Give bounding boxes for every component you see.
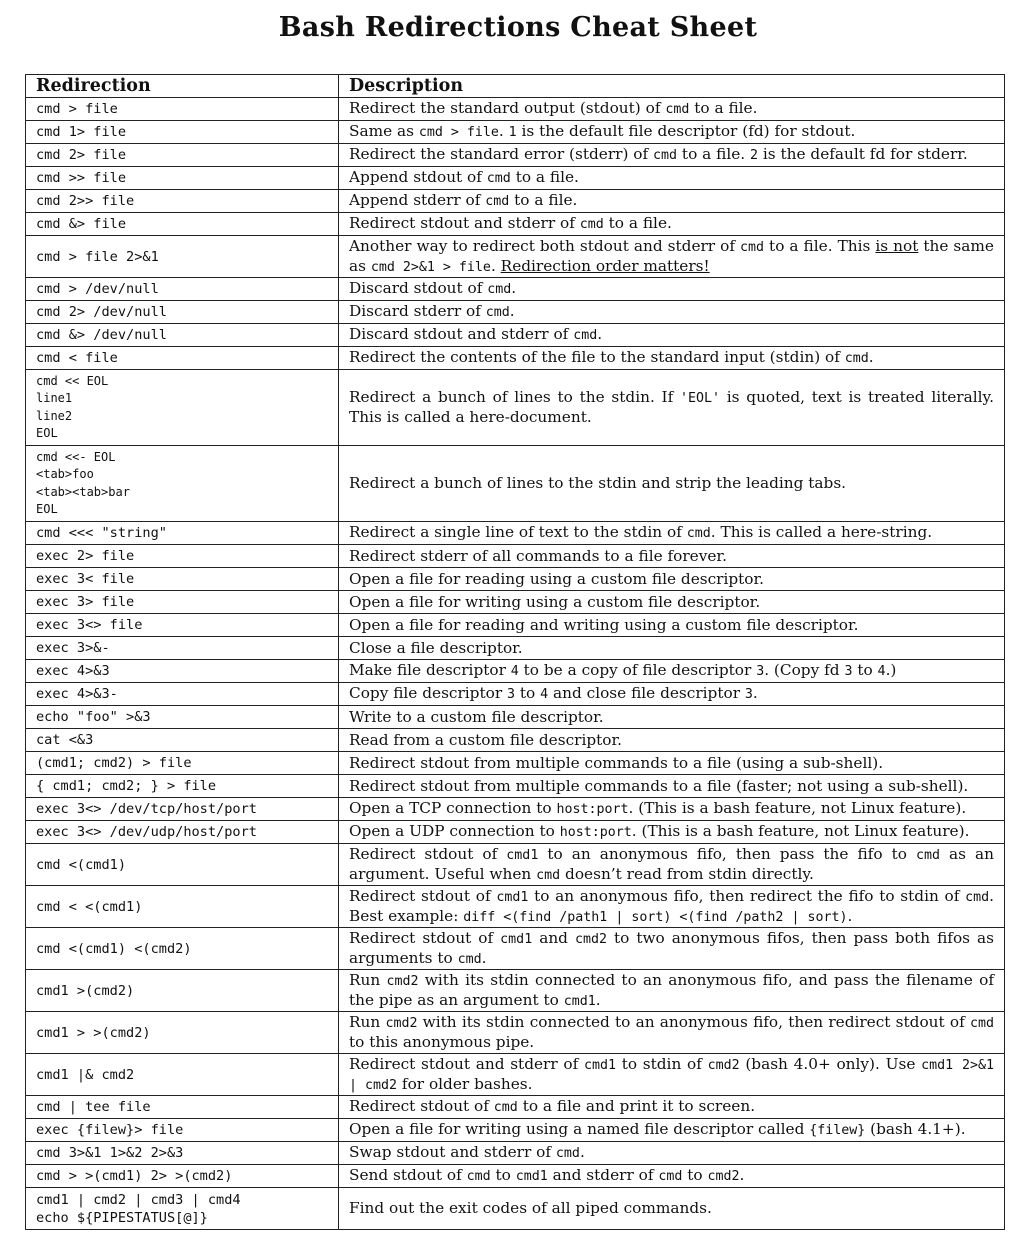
description-cell: Redirect a bunch of lines to the stdin and strip the leading tabs.: [339, 446, 1005, 522]
description-cell: Open a file for reading and writing using a custom file descriptor.: [339, 614, 1005, 637]
description-cell: Make file descriptor 4 to be a copy of file descriptor 3. (Copy fd 3 to 4.): [339, 660, 1005, 683]
table-row: [26, 568, 1005, 591]
table-row: [26, 729, 1005, 752]
table-row: [26, 970, 1005, 1012]
inline-code: cmd: [653, 148, 678, 163]
inline-code: cmd: [487, 282, 512, 297]
inline-code: cmd: [555, 1146, 580, 1161]
inline-code: 4: [540, 687, 549, 702]
inline-code: cmd1: [500, 931, 533, 947]
table-row: [26, 1142, 1005, 1165]
inline-code: cmd: [969, 1016, 994, 1031]
redirection-cell: cmd > >(cmd1) 2> >(cmd2): [26, 1165, 339, 1188]
inline-code: cmd: [915, 847, 940, 863]
inline-code: 'EOL': [680, 391, 721, 406]
redirection-cell: exec 3<> file: [26, 614, 339, 637]
redirection-cell: exec 4>&3-: [26, 683, 339, 706]
inline-code: 4: [510, 664, 519, 679]
table-row: [26, 522, 1005, 545]
underlined-text: Redirection order matters!: [500, 256, 710, 275]
description-cell: Redirect stdout from multiple commands to a file (faster; not using a sub-shell).: [339, 775, 1005, 798]
inline-code: cmd: [536, 867, 561, 883]
redirection-cell: cmd1 > >(cmd2): [26, 1012, 339, 1054]
inline-code: cmd2: [385, 1016, 418, 1031]
redirection-cell: cmd <(cmd1): [26, 844, 339, 886]
description-cell: Redirect stdout of cmd1 and cmd2 to two anonymous fifos, then pass both fifos as arguments to cmd.: [339, 928, 1005, 970]
description-cell: Read from a custom file descriptor.: [339, 729, 1005, 752]
description-cell: Discard stdout of cmd.: [339, 278, 1005, 301]
description-cell: Redirect stdout and stderr of cmd to a file.: [339, 213, 1005, 236]
inline-code: cmd2: [574, 931, 607, 947]
redirection-cell: cmd > file: [26, 98, 339, 121]
inline-code: cmd > file: [418, 125, 499, 140]
table-row: [26, 798, 1005, 821]
table-row: [26, 301, 1005, 324]
inline-code: cmd1: [515, 1169, 548, 1184]
inline-code: 3: [507, 687, 516, 702]
description-cell: Redirect stdout of cmd1 to an anonymous fifo, then pass the fifo to cmd as an argument. Useful when cmd doesn’t read from stdin directly.: [339, 844, 1005, 886]
inline-code: cmd1: [506, 847, 539, 863]
redirection-cell: cat <&3: [26, 729, 339, 752]
description-cell: Same as cmd > file. 1 is the default file descriptor (fd) for stdout.: [339, 121, 1005, 144]
description-cell: Discard stderr of cmd.: [339, 301, 1005, 324]
table-row: [26, 1096, 1005, 1119]
description-cell: Copy file descriptor 3 to 4 and close file descriptor 3.: [339, 683, 1005, 706]
redirection-cell: cmd 2> /dev/null: [26, 301, 339, 324]
header-redirection: Redirection: [26, 75, 339, 98]
inline-code: cmd2: [707, 1169, 740, 1184]
redirection-cell: cmd < <(cmd1): [26, 886, 339, 928]
redirection-cell: cmd >> file: [26, 167, 339, 190]
table-row: [26, 347, 1005, 370]
inline-code: 4: [877, 664, 886, 679]
redirection-cell: exec 4>&3: [26, 660, 339, 683]
description-cell: Open a UDP connection to host:port. (This is a bash feature, not Linux feature).: [339, 821, 1005, 844]
inline-code: cmd: [665, 102, 690, 117]
inline-code: cmd2: [707, 1057, 740, 1073]
redirection-cell: (cmd1; cmd2) > file: [26, 752, 339, 775]
inline-code: cmd: [493, 1100, 518, 1115]
table-row: [26, 167, 1005, 190]
inline-code: 3: [756, 664, 765, 679]
redirection-cell: exec 3<> /dev/udp/host/port: [26, 821, 339, 844]
redirection-cell: cmd1 >(cmd2): [26, 970, 339, 1012]
redirection-cell: exec {filew}> file: [26, 1119, 339, 1142]
table-row: [26, 278, 1005, 301]
inline-code: host:port: [559, 825, 632, 840]
table-row: [26, 1188, 1005, 1230]
redirection-cell: cmd <<- EOL <tab>foo <tab><tab>bar EOL: [26, 446, 339, 522]
redirection-cell: cmd1 | cmd2 | cmd3 | cmd4 echo ${PIPESTATUS[@]}: [26, 1188, 339, 1230]
table-row: [26, 821, 1005, 844]
redirection-cell: cmd <<< "string": [26, 522, 339, 545]
page-title: Bash Redirections Cheat Sheet: [278, 12, 758, 43]
inline-code: cmd: [573, 328, 598, 343]
description-cell: Redirect stdout of cmd1 to an anonymous fifo, then redirect the fifo to stdin of cmd. Best example: diff <(find /path1 | sort) <(find /path2 | sort).: [339, 886, 1005, 928]
inline-code: cmd: [658, 1169, 683, 1184]
description-cell: Close a file descriptor.: [339, 637, 1005, 660]
table-row: [26, 545, 1005, 568]
table-row: [26, 1054, 1005, 1096]
table-row: [26, 1165, 1005, 1188]
table-row: [26, 1119, 1005, 1142]
redirection-cell: exec 2> file: [26, 545, 339, 568]
table-row: [26, 683, 1005, 706]
redirection-cell: exec 3>&-: [26, 637, 339, 660]
redirection-cell: cmd 2>> file: [26, 190, 339, 213]
description-cell: Find out the exit codes of all piped commands.: [339, 1188, 1005, 1230]
inline-code: diff <(find /path1 | sort) <(find /path2 | sort): [463, 909, 848, 925]
description-cell: Redirect stdout of cmd to a file and print it to screen.: [339, 1096, 1005, 1119]
table-row: [26, 324, 1005, 347]
redirection-cell: exec 3> file: [26, 591, 339, 614]
table-row: [26, 928, 1005, 970]
redirection-cell: cmd > /dev/null: [26, 278, 339, 301]
inline-code: cmd2: [386, 973, 419, 989]
description-cell: Redirect a single line of text to the stdin of cmd. This is called a here-string.: [339, 522, 1005, 545]
inline-code: cmd: [457, 951, 482, 967]
description-cell: Redirect the contents of the file to the standard input (stdin) of cmd.: [339, 347, 1005, 370]
inline-code: 3: [844, 664, 853, 679]
inline-code: cmd: [486, 171, 511, 186]
description-cell: Send stdout of cmd to cmd1 and stderr of cmd to cmd2.: [339, 1165, 1005, 1188]
redirection-cell: cmd <(cmd1) <(cmd2): [26, 928, 339, 970]
table-row: [26, 844, 1005, 886]
inline-code: cmd1: [563, 993, 596, 1009]
inline-code: cmd: [740, 239, 765, 255]
description-cell: Write to a custom file descriptor.: [339, 706, 1005, 729]
description-cell: Append stderr of cmd to a file.: [339, 190, 1005, 213]
table-row: [26, 637, 1005, 660]
inline-code: host:port: [556, 802, 629, 817]
redirection-cell: cmd 1> file: [26, 121, 339, 144]
description-cell: Open a file for writing using a named file descriptor called {filew} (bash 4.1+).: [339, 1119, 1005, 1142]
description-cell: Redirect the standard error (stderr) of cmd to a file. 2 is the default fd for stderr.: [339, 144, 1005, 167]
description-cell: Run cmd2 with its stdin connected to an anonymous fifo, then redirect stdout of cmd to this anonymous pipe.: [339, 1012, 1005, 1054]
table-row: [26, 660, 1005, 683]
table-row: [26, 775, 1005, 798]
description-cell: Append stdout of cmd to a file.: [339, 167, 1005, 190]
header-row: [26, 75, 1005, 98]
redirection-cell: cmd &> file: [26, 213, 339, 236]
redirection-cell: cmd 3>&1 1>&2 2>&3: [26, 1142, 339, 1165]
table-row: [26, 190, 1005, 213]
inline-code: cmd: [466, 1169, 491, 1184]
table-row: [26, 446, 1005, 522]
table-row: [26, 213, 1005, 236]
table-row: [26, 236, 1005, 278]
inline-code: cmd1: [583, 1057, 616, 1073]
inline-code: cmd1 2>&1 | cmd2: [349, 1057, 995, 1093]
header-description: Description: [339, 75, 1005, 98]
inline-code: cmd: [965, 889, 990, 905]
redirection-cell: cmd > file 2>&1: [26, 236, 339, 278]
inline-code: 3: [744, 687, 753, 702]
redirection-cell: cmd < file: [26, 347, 339, 370]
description-cell: Another way to redirect both stdout and stderr of cmd to a file. This is not the same as cmd 2>&1 > file. Redirection order matters!: [339, 236, 1005, 278]
table-row: [26, 98, 1005, 121]
description-cell: Redirect stderr of all commands to a file forever.: [339, 545, 1005, 568]
description-cell: Open a TCP connection to host:port. (This is a bash feature, not Linux feature).: [339, 798, 1005, 821]
inline-code: cmd: [485, 194, 510, 209]
description-cell: Redirect stdout and stderr of cmd1 to stdin of cmd2 (bash 4.0+ only). Use cmd1 2>&1 | cmd2 for older bashes.: [339, 1054, 1005, 1096]
inline-code: {filew}: [809, 1123, 866, 1138]
table-row: [26, 144, 1005, 167]
redirection-cell: exec 3< file: [26, 568, 339, 591]
table-row: [26, 614, 1005, 637]
table-row: [26, 370, 1005, 446]
description-cell: Run cmd2 with its stdin connected to an anonymous fifo, and pass the filename of the pipe as an argument to cmd1.: [339, 970, 1005, 1012]
table-row: [26, 752, 1005, 775]
inline-code: cmd: [844, 351, 869, 366]
redirection-cell: cmd 2> file: [26, 144, 339, 167]
inline-code: cmd: [579, 217, 604, 232]
description-cell: Open a file for reading using a custom file descriptor.: [339, 568, 1005, 591]
redirections-table: [25, 74, 1005, 1230]
redirection-cell: cmd &> /dev/null: [26, 324, 339, 347]
description-cell: Open a file for writing using a custom file descriptor.: [339, 591, 1005, 614]
redirection-cell: exec 3<> /dev/tcp/host/port: [26, 798, 339, 821]
redirection-cell: cmd | tee file: [26, 1096, 339, 1119]
description-cell: Redirect the standard output (stdout) of cmd to a file.: [339, 98, 1005, 121]
description-cell: Redirect a bunch of lines to the stdin. If 'EOL' is quoted, text is treated literally. This is called a here-document.: [339, 370, 1005, 446]
table-row: [26, 706, 1005, 729]
inline-code: cmd 2>&1 > file: [370, 259, 491, 275]
inline-code: cmd: [686, 526, 711, 541]
inline-code: cmd: [485, 305, 510, 320]
table-row: [26, 121, 1005, 144]
description-cell: Swap stdout and stderr of cmd.: [339, 1142, 1005, 1165]
redirection-cell: cmd << EOL line1 line2 EOL: [26, 370, 339, 446]
redirection-cell: { cmd1; cmd2; } > file: [26, 775, 339, 798]
redirection-cell: echo "foo" >&3: [26, 706, 339, 729]
inline-code: 1: [508, 125, 517, 140]
table-row: [26, 591, 1005, 614]
table-row: [26, 886, 1005, 928]
inline-code: cmd1: [496, 889, 529, 905]
redirection-cell: cmd1 |& cmd2: [26, 1054, 339, 1096]
table-row: [26, 1012, 1005, 1054]
underlined-text: is not: [875, 236, 919, 255]
description-cell: Discard stdout and stderr of cmd.: [339, 324, 1005, 347]
description-cell: Redirect stdout from multiple commands to a file (using a sub-shell).: [339, 752, 1005, 775]
inline-code: 2: [750, 148, 759, 163]
